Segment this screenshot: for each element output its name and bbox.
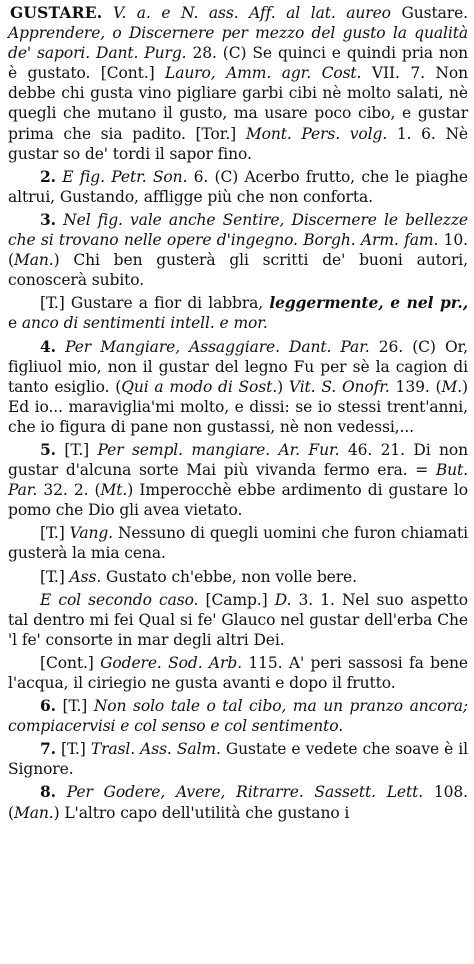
- entry-text: 3. 1. Nel suo aspetto tal dentro mi fei Qual si fe' Glauco nel gustar dell'erba Che 'l fe' consorte in mar degli altri Dei.: [8, 590, 468, 649]
- entry-text: 6. (C) Acerbo frutto, che le piaghe altrui, Gustando, affligge più che non conforta.: [8, 167, 468, 206]
- entry-text: 1. 6. Nè gustar so de' tordi il sapor fino.: [8, 124, 469, 163]
- italic-text: M.: [441, 377, 463, 396]
- sense-number: 7.: [40, 739, 56, 759]
- entry-sense-paragraph: [8, 440, 468, 520]
- entry-text: ) Imperocchè ebbe ardimento di gustare lo pomo che Dio gli avea vietato.: [8, 481, 468, 520]
- entry-definition-paragraph: [8, 3, 468, 164]
- sense-number: 3.: [40, 209, 56, 229]
- italic-text: E fig. Petr. Son.: [55, 167, 188, 186]
- entry-text: 26. (C) Or, figliuol mio, non il gustar del legno Fu per sè la cagion di tanto esiglio. (: [8, 337, 468, 396]
- entry-text: [Camp.]: [198, 590, 275, 609]
- sense-number: 6.: [40, 696, 56, 716]
- italic-text: Mont. Pers. volg.: [245, 124, 388, 143]
- italic-text: Per Mangiare, Assaggiare. Dant. Par.: [55, 337, 370, 356]
- entry-sense-paragraph: [8, 210, 468, 290]
- entry-text: 108. (: [8, 783, 468, 822]
- dictionary-entry-gustare: [8, 3, 468, 823]
- entry-sense-paragraph: [8, 653, 468, 693]
- entry-text: 28. (C) Se quinci e quindi pria non è gustato. [Cont.]: [8, 44, 469, 83]
- entry-text: Gustare.: [401, 4, 468, 22]
- italic-text: Man.: [13, 251, 54, 270]
- entry-sense-paragraph: [8, 739, 468, 779]
- entry-text: Nessuno di quegli uomini che furon chiamati gusterà la mia cena.: [8, 524, 468, 563]
- entry-text: [T.]: [55, 440, 98, 459]
- italic-text: E col secondo caso.: [40, 590, 199, 609]
- italic-text: Lauro, Amm. agr. Cost.: [165, 64, 362, 83]
- sense-number: 8.: [40, 782, 56, 802]
- entry-sense-paragraph: [8, 590, 468, 650]
- italic-text: Per Godere, Avere, Ritrarre. Sassett. Lett.: [55, 783, 424, 802]
- bold-italic-text: leggermente, e nel pr.,: [269, 293, 469, 313]
- sense-number: 4.: [40, 336, 56, 356]
- entry-text: Gustato ch'ebbe, non volle bere.: [101, 567, 357, 586]
- italic-text: V. a. e N. ass. Aff. al lat. aureo: [102, 4, 402, 22]
- italic-text: But. Par.: [8, 461, 468, 500]
- entry-sense-paragraph: [8, 696, 468, 736]
- headword: GUSTARE.: [10, 3, 103, 22]
- italic-text: D.: [274, 590, 292, 609]
- entry-sense-paragraph: [8, 523, 468, 563]
- entry-text: e: [8, 314, 22, 333]
- italic-text: Qui a modo di Sost.: [121, 377, 278, 396]
- italic-text: Nel fig. vale anche Sentire, Discernere le bellezze che si trovano nelle opere d'ingegno. Borgh. Arm. fam.: [8, 210, 468, 250]
- entry-text: [Cont.]: [40, 653, 101, 672]
- entry-text: 32. 2. (: [37, 481, 101, 500]
- entry-sense-paragraph: [8, 567, 468, 587]
- italic-text: Non solo tale o tal cibo, ma un pranzo ancora; compiacervisi e col senso e col sentimento.: [8, 697, 468, 736]
- entry-sense-paragraph: [8, 337, 468, 437]
- italic-text: Trasl. Ass. Salm.: [90, 740, 221, 759]
- sense-number: 2.: [40, 166, 56, 186]
- italic-text: Mt.: [100, 481, 128, 500]
- italic-text: anco di sentimenti intell. e mor.: [21, 314, 268, 333]
- entry-text: 10. (: [8, 231, 469, 270]
- entry-text: Gustate e vedete che soave è il Signore.: [8, 740, 468, 779]
- italic-text: Ass.: [69, 567, 102, 586]
- italic-text: Godere. Sod. Arb.: [100, 653, 242, 672]
- entry-text: ) L'altro capo dell'utilità che gustano i: [53, 803, 350, 822]
- entry-text: [T.]: [40, 524, 70, 543]
- entry-text: [T.]: [55, 697, 94, 716]
- entry-text: [T.]: [40, 567, 70, 586]
- entry-text: [T.]: [55, 740, 91, 759]
- italic-text: Man.: [13, 803, 54, 822]
- entry-text: VII. 7. Non debbe chi gusta vino pigliare garbi cibi nè molto salati, nè quegli che mutano il gusto, ma usare poco cibo, e gustar prima che sia padito. [Tor.]: [8, 64, 468, 143]
- sense-number: 5.: [40, 439, 56, 459]
- italic-text: Vit. S. Onofr.: [288, 377, 390, 396]
- italic-text: Apprendere, o Discernere per mezzo del gusto la qualità de' sapori. Dant. Purg.: [8, 24, 468, 63]
- italic-text: Vang.: [69, 524, 113, 543]
- entry-text: ) Ed io... maraviglia'mi molto, e dissi: se io stessi trent'anni, che io figura di pane non gustassi, nè non vedessi,...: [8, 377, 468, 436]
- entry-text: 139. (: [389, 377, 442, 396]
- entry-text: ): [277, 377, 289, 396]
- entry-text: [T.] Gustare a fior di labbra,: [40, 294, 270, 313]
- entry-text: 115. A' peri sassosi fa bene l'acqua, il ciriegio ne gusta avanti e dopo il frutto.: [8, 653, 468, 692]
- entry-sense-paragraph: [8, 167, 468, 207]
- entry-text: ) Chi ben gusterà gli scritti de' buoni autori, conoscerà subito.: [8, 251, 468, 290]
- italic-text: Per sempl. mangiare. Ar. Fur.: [97, 440, 340, 459]
- entry-sense-paragraph: [8, 293, 468, 333]
- entry-sense-paragraph: [8, 782, 468, 822]
- entry-text: 46. 21. Di non gustar d'alcuna sorte Mai più vivanda fermo era. =: [8, 440, 468, 480]
